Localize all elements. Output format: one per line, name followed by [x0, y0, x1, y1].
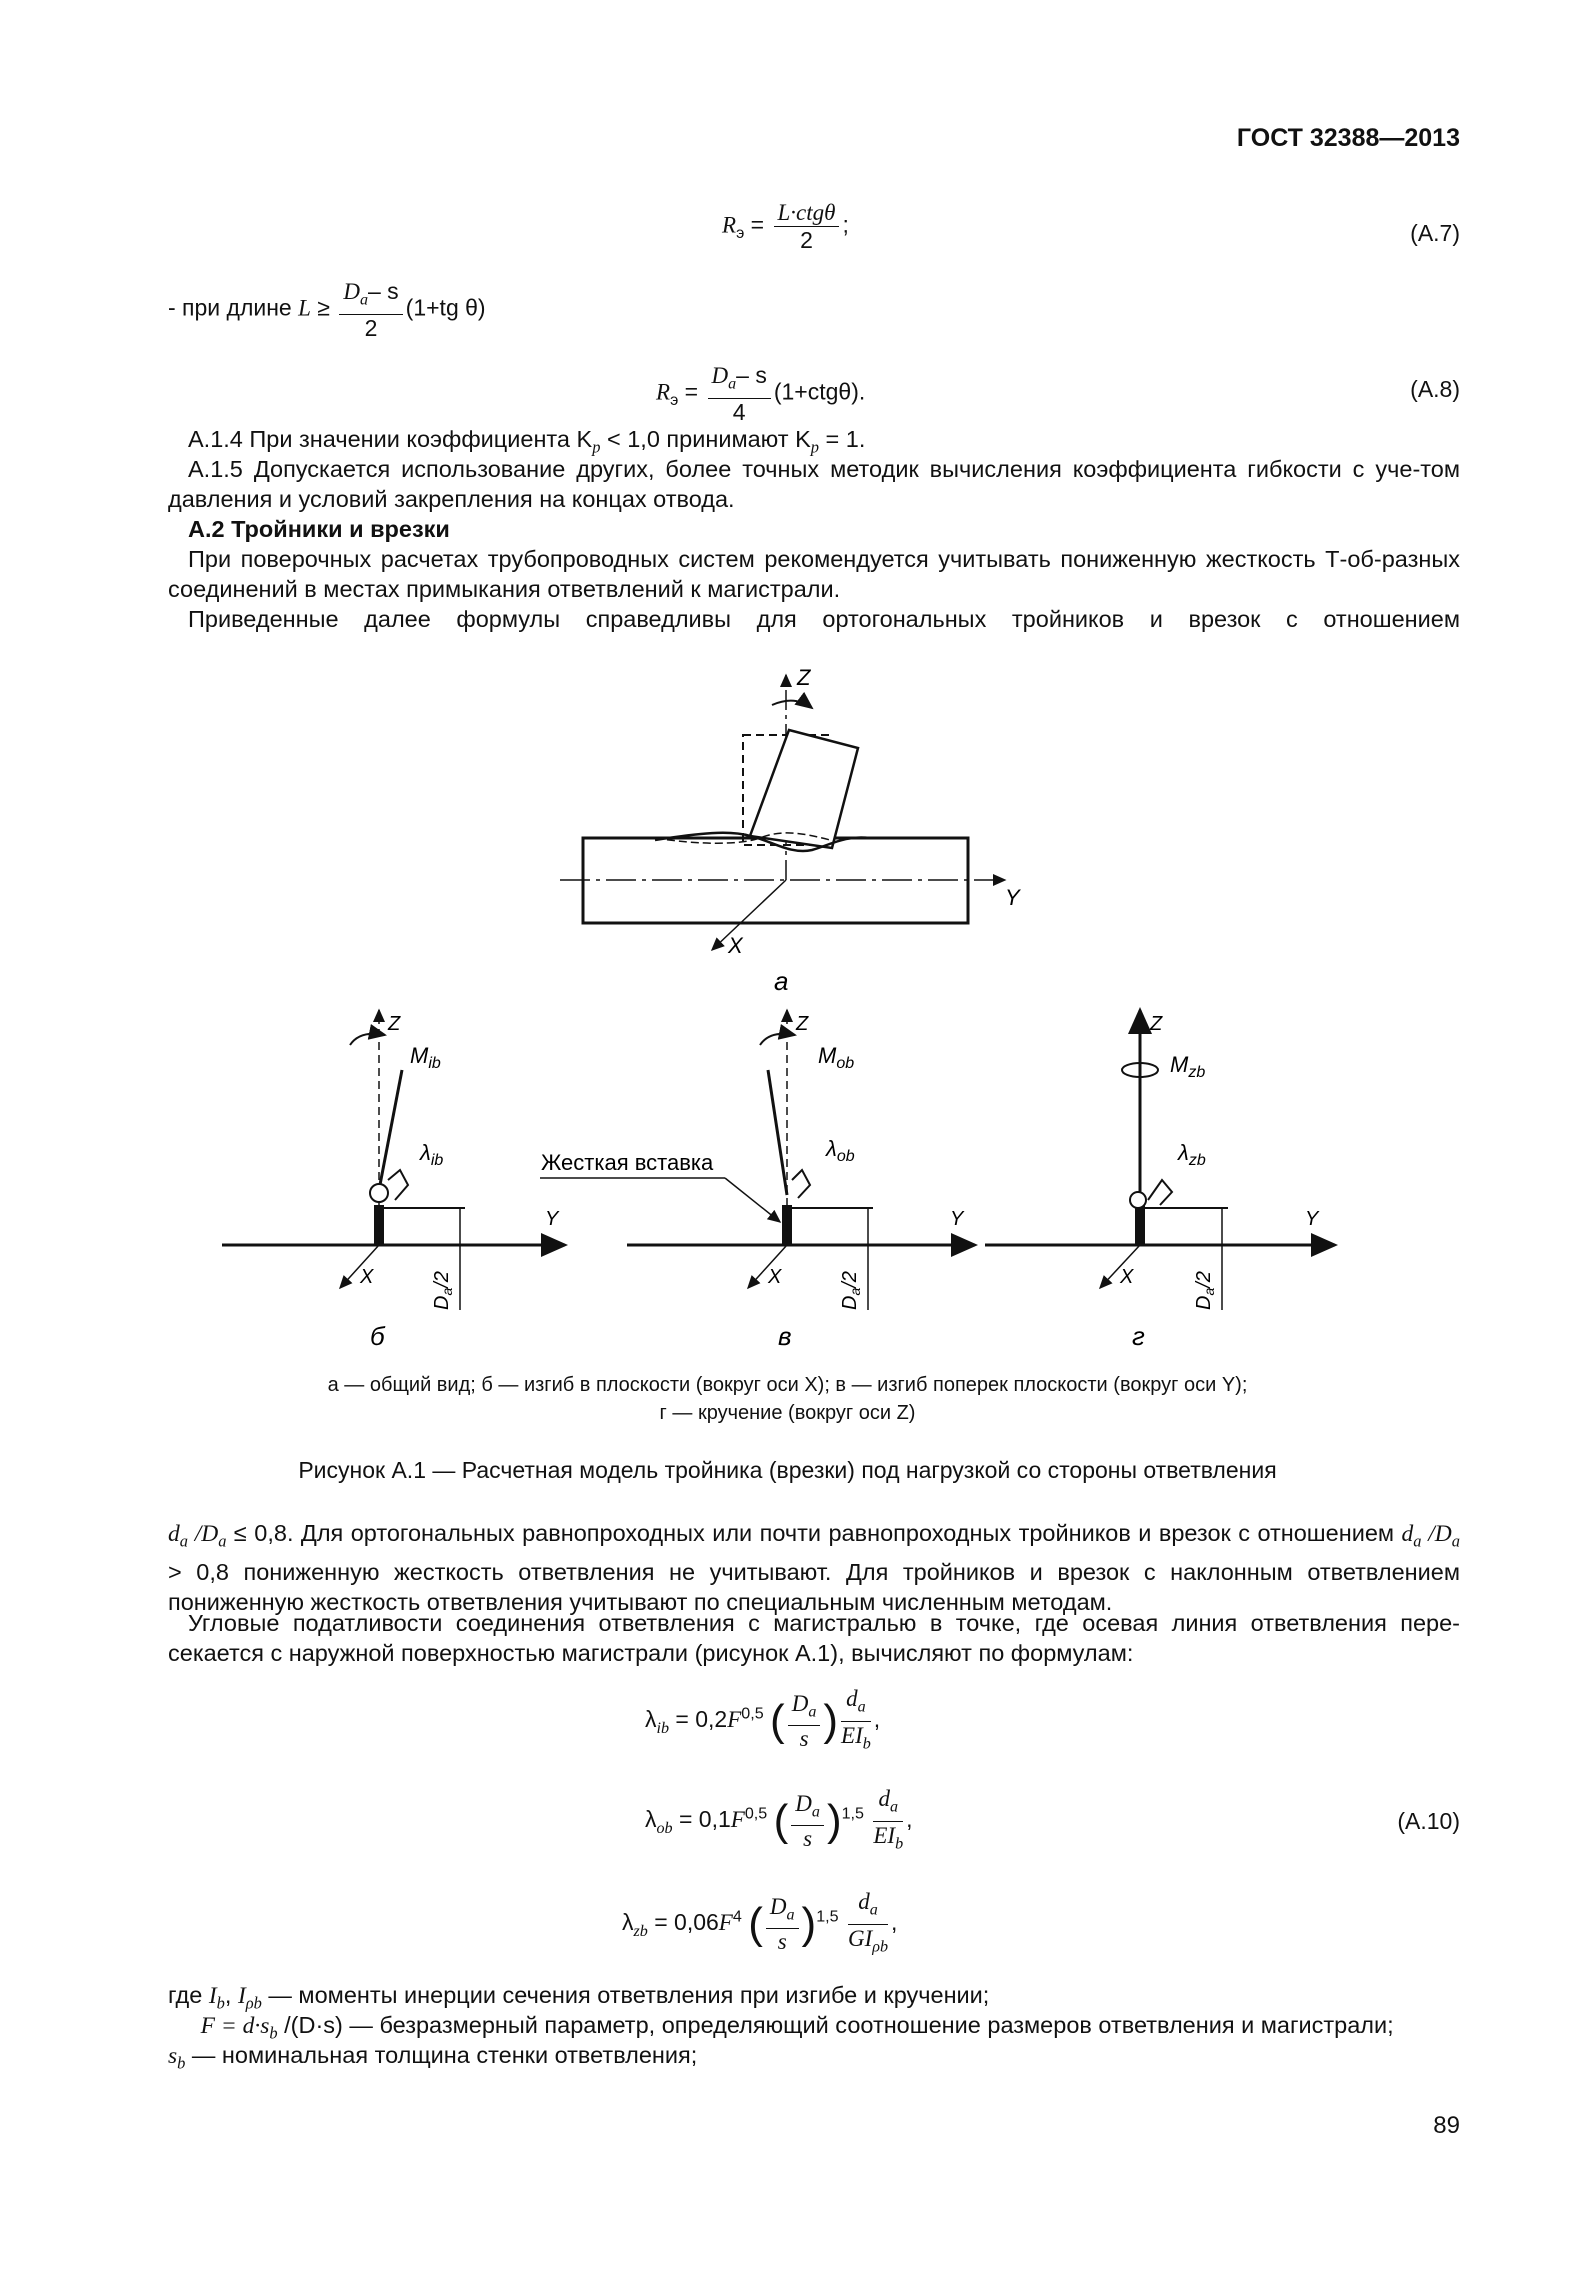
a8-num-sub: a	[728, 375, 737, 393]
cont-da2: d	[1401, 1521, 1414, 1547]
cond-op: ≥	[317, 294, 330, 321]
cont-text-1: ≤ 0,8. Для ортогональных равнопроходных или почти равнопроходных тройников и врезок с отношением	[226, 1520, 1402, 1546]
a8-lhs-sub: э	[670, 390, 679, 409]
lzb-da: d	[858, 1889, 870, 1914]
eq-label-a10: (А.10)	[1397, 1808, 1460, 1834]
where1-c: b	[216, 1993, 225, 2013]
cond-tail: (1+tg θ)	[405, 294, 486, 321]
lob-Da-sub: a	[811, 1803, 820, 1821]
where1-f: ρb	[245, 1993, 262, 2013]
axis-y-b: Y	[545, 1208, 559, 1230]
lob-F: F	[730, 1807, 745, 1833]
figure-part-b	[222, 1010, 565, 1310]
cont-Da2-sub: a	[1451, 1531, 1460, 1551]
a7-lhs: R	[722, 212, 737, 238]
figure-label-g: г	[1132, 1321, 1145, 1351]
cont-Da: /D	[187, 1521, 219, 1547]
where1-a: где	[168, 1982, 209, 2008]
lambda-ob: $\lambda_{ob}$	[826, 1136, 855, 1165]
da2-g: $D_a/2$	[1193, 1271, 1217, 1310]
lzb-pow: 4	[732, 1907, 742, 1926]
da2-b: $D_a/2$	[431, 1271, 455, 1310]
a14-end: = 1.	[818, 426, 866, 452]
lib-F: F	[727, 1707, 742, 1733]
lib-sub: ib	[656, 1719, 670, 1737]
a8-den: 4	[732, 398, 746, 425]
lib-frac-2	[841, 1685, 871, 1757]
paragraph-angular: Угловые податливости соединения ответвления с магистралью в точке, где осевая линия ответвления пере-секается с наружной поверхностью магистрали (рисунок А.1), вычисляют по формулам:	[168, 1610, 1460, 1666]
lzb-Da-sub: a	[786, 1906, 795, 1924]
lob-frac-2	[873, 1785, 903, 1857]
axis-x-g: X	[1120, 1266, 1134, 1288]
lzb-den-sub: ρb	[872, 1938, 889, 1956]
a7-num: L·ctgθ	[774, 200, 840, 227]
lob-da: d	[878, 1786, 890, 1811]
page-header: ГОСТ 32388—2013	[1236, 124, 1460, 152]
figure-a1	[0, 650, 1575, 1410]
a14-text: А.1.4 При значении коэффициента K	[188, 426, 593, 452]
where3-c: — номинальная толщина стенки ответвления;	[185, 2042, 698, 2068]
paragraph-continuation	[168, 1518, 1460, 1617]
formula-a8: $R_э$ = $\frac{D_a- s}{4}$ (1+ctgθ).	[656, 362, 866, 425]
paragraph-a2-1: При поверочных расчетах трубопроводных систем рекомендуется учитывать пониженную жесткость Т-об-разных соединений в местах примыкания ответвлений к магистрали.	[168, 546, 1460, 602]
axis-z-v: Z	[796, 1013, 809, 1035]
lib-s: s	[799, 1726, 809, 1752]
page-number: 89	[1433, 2112, 1460, 2139]
lob-exp: 1,5	[841, 1804, 864, 1823]
where2-d: /(D·s) — безразмерный параметр, определяющий соотношение размеров ответвления и магистрали;	[277, 2012, 1394, 2038]
a8-num-rest: – s	[736, 362, 767, 388]
figure-part-a	[560, 675, 1005, 950]
figure-label-v: в	[778, 1321, 792, 1351]
cont-da-sub: a	[179, 1531, 188, 1551]
lib-da: d	[846, 1686, 858, 1711]
lob-da-sub: a	[889, 1798, 899, 1816]
lzb-s: s	[777, 1929, 787, 1955]
axis-z-a: Z	[797, 665, 811, 690]
lzb-da-sub: a	[869, 1901, 878, 1919]
a8-fraction	[708, 362, 771, 425]
lzb-coef: = 0,06	[654, 1909, 719, 1936]
formula-lambda-zb: $\lambda_{zb} = 0,06F^4$ ( $\frac{D_a}{s}$ )$^{1,5}$ $\frac{d_a}{GI_{\rho b}}$ ,	[622, 1888, 897, 1960]
lob-Da: D	[795, 1790, 812, 1816]
lib-Da-sub: a	[808, 1703, 817, 1721]
axis-y-a: Y	[1005, 885, 1020, 910]
lib-pow: 0,5	[741, 1704, 764, 1723]
cont-Da-sub: a	[218, 1531, 227, 1551]
figure-legend-1: а — общий вид; б — изгиб в плоскости (вокруг оси X); в — изгиб поперек плоскости (вокруг оси Y);	[327, 1374, 1248, 1396]
a7-fraction	[774, 200, 840, 253]
cond-num-sub: a	[359, 291, 368, 309]
where2-b: = d·s	[215, 2013, 270, 2039]
lib-Da: D	[791, 1690, 809, 1716]
where1-b: I	[208, 1983, 217, 2009]
lzb-tail: ,	[891, 1909, 898, 1936]
a7-den: 2	[800, 227, 813, 253]
heading-a2: А.2 Тройники и врезки	[188, 516, 450, 542]
cond-den: 2	[364, 314, 378, 341]
a14-sub2: p	[810, 437, 819, 457]
lob-den: EI	[873, 1822, 896, 1848]
axis-x-b: X	[360, 1266, 374, 1288]
lzb-F: F	[718, 1910, 733, 1936]
moment-ob: $M_{ob}$	[818, 1043, 855, 1072]
cond-num: D	[343, 279, 360, 304]
figure-caption: Рисунок А.1 — Расчетная модель тройника (врезки) под нагрузкой со стороны ответвления	[298, 1457, 1277, 1483]
formula-a7: $R_э$ = $\frac{\text{L·ctgθ}}{2}$ ;	[722, 200, 849, 253]
lambda-zb: $\lambda_{zb}$	[1178, 1140, 1206, 1169]
where-line-3	[168, 2040, 1460, 2079]
figure-label-b: б	[370, 1321, 385, 1351]
eq-label-a7: (А.7)	[1410, 220, 1460, 246]
lib-den-sub: b	[862, 1735, 871, 1753]
lib-da-sub: a	[857, 1698, 866, 1716]
lib-lam: λ	[645, 1706, 657, 1733]
formula-lambda-ib: $\lambda_{ib} = 0,2F^{0,5}$ ( $\frac{D_a}{s}$ ) $\frac{d_a}{EI_b}$ ,	[645, 1685, 880, 1757]
where1-d: ,	[224, 1982, 238, 2008]
cont-text-2: > 0,8 пониженную жесткость ответвления не учитывают. Для тройников и врезок с наклонным ответвлением пониженную жесткость ответвления учитывают по специальным численным методам.	[168, 1558, 1460, 1615]
axis-x-a: X	[728, 933, 743, 958]
lzb-frac-2	[848, 1888, 888, 1960]
a7-tail: ;	[842, 211, 849, 238]
formula-condition	[168, 278, 486, 341]
axis-y-g: Y	[1305, 1208, 1319, 1230]
figure-label-a: а	[774, 966, 789, 996]
lzb-Da: D	[769, 1893, 787, 1919]
where1-e: I	[237, 1983, 246, 2009]
lob-frac-1	[791, 1790, 824, 1853]
cond-fraction	[339, 278, 402, 341]
cont-da: d	[168, 1521, 180, 1547]
a8-lhs: R	[656, 379, 671, 405]
figure-legend-2: г — кручение (вокруг оси Z)	[659, 1402, 916, 1424]
lambda-ib: $\lambda_{ib}$	[420, 1140, 444, 1169]
a7-lhs-sub: э	[736, 224, 745, 243]
lob-tail: ,	[906, 1806, 913, 1833]
where3-b: b	[177, 2053, 186, 2073]
cond-num-rest: – s	[367, 278, 399, 304]
lzb-lam: λ	[622, 1909, 634, 1936]
lzb-den: GI	[847, 1925, 873, 1951]
cont-da2-sub: a	[1413, 1531, 1422, 1551]
rigid-insert-label: Жесткая вставка	[541, 1150, 714, 1175]
lob-lam: λ	[645, 1806, 657, 1833]
lob-coef: = 0,1	[678, 1806, 731, 1833]
lzb-exp: 1,5	[816, 1907, 839, 1926]
lob-den-sub: b	[895, 1835, 904, 1853]
axis-z-g: Z	[1150, 1013, 1163, 1035]
lib-den: EI	[841, 1722, 863, 1748]
figure-part-g	[985, 1010, 1335, 1310]
lib-coef: = 0,2	[675, 1706, 728, 1733]
formula-lambda-ob: $\lambda_{ob} = 0,1F^{0,5}$ ( $\frac{D_a}{s}$ )$^{1,5}$ $\frac{d_a}{EI_b}$ ,	[645, 1785, 913, 1857]
a8-num: D	[711, 363, 729, 388]
paragraph-a2-2: Приведенные далее формулы справедливы для ортогональных тройников и врезок с отношением	[188, 606, 1460, 632]
where2-a: F	[200, 2013, 216, 2039]
where1-g: — моменты инерции сечения ответвления при изгибе и кручении;	[261, 1982, 990, 2008]
axis-y-v: Y	[950, 1208, 964, 1230]
moment-ib: $M_{ib}$	[410, 1043, 441, 1072]
lib-frac-1	[788, 1690, 821, 1753]
axis-z-b: Z	[388, 1013, 401, 1035]
cond-prefix: - при длине	[168, 294, 292, 321]
paragraph-a15: А.1.5 Допускается использование других, более точных методик вычисления коэффициента гибкости с уче-том давления и условий закрепления на концах отвода.	[168, 456, 1460, 512]
lob-s: s	[803, 1826, 813, 1852]
lib-tail: ,	[873, 1706, 881, 1733]
where2-c: b	[269, 2023, 278, 2043]
a8-tail: (1+ctgθ).	[773, 378, 866, 405]
lzb-frac-1	[766, 1893, 799, 1956]
lob-sub: ob	[656, 1819, 673, 1837]
where3-a: s	[168, 2043, 178, 2069]
moment-zb: $M_{zb}$	[1170, 1052, 1206, 1081]
lzb-sub: zb	[633, 1922, 648, 1940]
cond-var: L	[298, 295, 311, 321]
a14-mid: < 1,0 принимают K	[600, 426, 811, 452]
eq-label-a8: (А.8)	[1410, 376, 1460, 402]
da2-v: $D_a/2$	[839, 1271, 863, 1310]
a14-sub: p	[592, 437, 601, 457]
cont-Da2: /D	[1421, 1521, 1452, 1547]
axis-x-v: X	[768, 1266, 782, 1288]
lob-pow: 0,5	[744, 1804, 768, 1823]
